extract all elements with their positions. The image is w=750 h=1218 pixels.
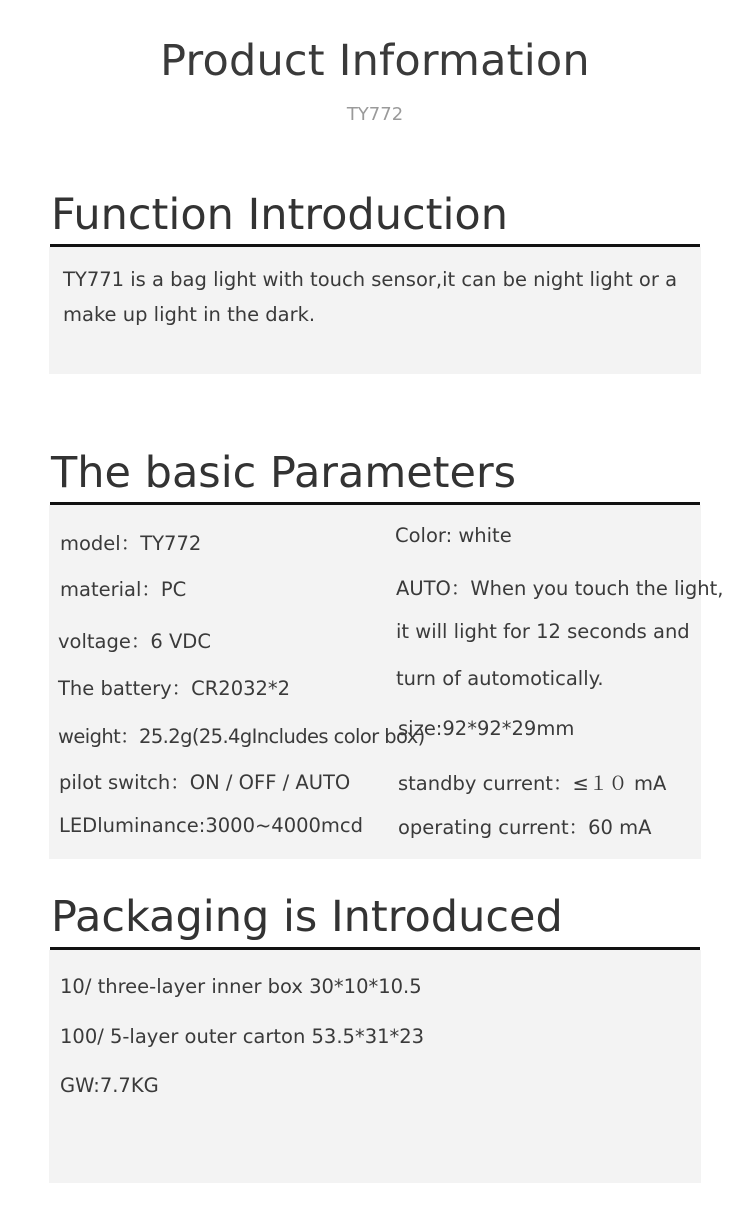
param-weight: weight：25.2g(25.4gIncludes color box) (58, 725, 425, 748)
param-size: size:92*92*29mm (398, 717, 575, 740)
param-pilot-switch: pilot switch：ON / OFF / AUTO (59, 771, 351, 794)
function-panel (49, 247, 701, 374)
function-introduction-title: Function Introduction (51, 190, 508, 240)
packaging-title: Packaging is Introduced (51, 892, 563, 942)
param-model: model：TY772 (60, 532, 202, 555)
model-subtitle: TY772 (346, 104, 404, 125)
param-battery: The battery：CR2032*2 (58, 677, 291, 700)
param-material: material：PC (60, 578, 187, 601)
packaging-inner-box: 10/ three-layer inner box 30*10*10.5 (60, 975, 422, 998)
param-voltage: voltage：6 VDC (58, 630, 211, 653)
param-color: Color: white (395, 524, 512, 547)
packaging-outer-carton: 100/ 5-layer outer carton 53.5*31*23 (60, 1025, 425, 1048)
basic-parameters-title: The basic Parameters (51, 448, 517, 498)
param-led-luminance: LEDluminance:3000~4000mcd (59, 814, 364, 837)
param-auto-line-3: turn of automotically. (396, 667, 604, 690)
page-title: Product Information (160, 36, 590, 86)
param-standby-current: standby current：≤１０ mA (398, 772, 667, 795)
param-auto-line-2: it will light for 12 seconds and (396, 620, 690, 643)
packaging-gross-weight: GW:7.7KG (60, 1074, 159, 1097)
function-description: TY771 is a bag light with touch sensor,it can be night light or a make up light in the dark. (63, 268, 678, 326)
param-operating-current: operating current：60 mA (398, 816, 652, 839)
param-auto-line-1: AUTO：When you touch the light, (396, 577, 724, 600)
